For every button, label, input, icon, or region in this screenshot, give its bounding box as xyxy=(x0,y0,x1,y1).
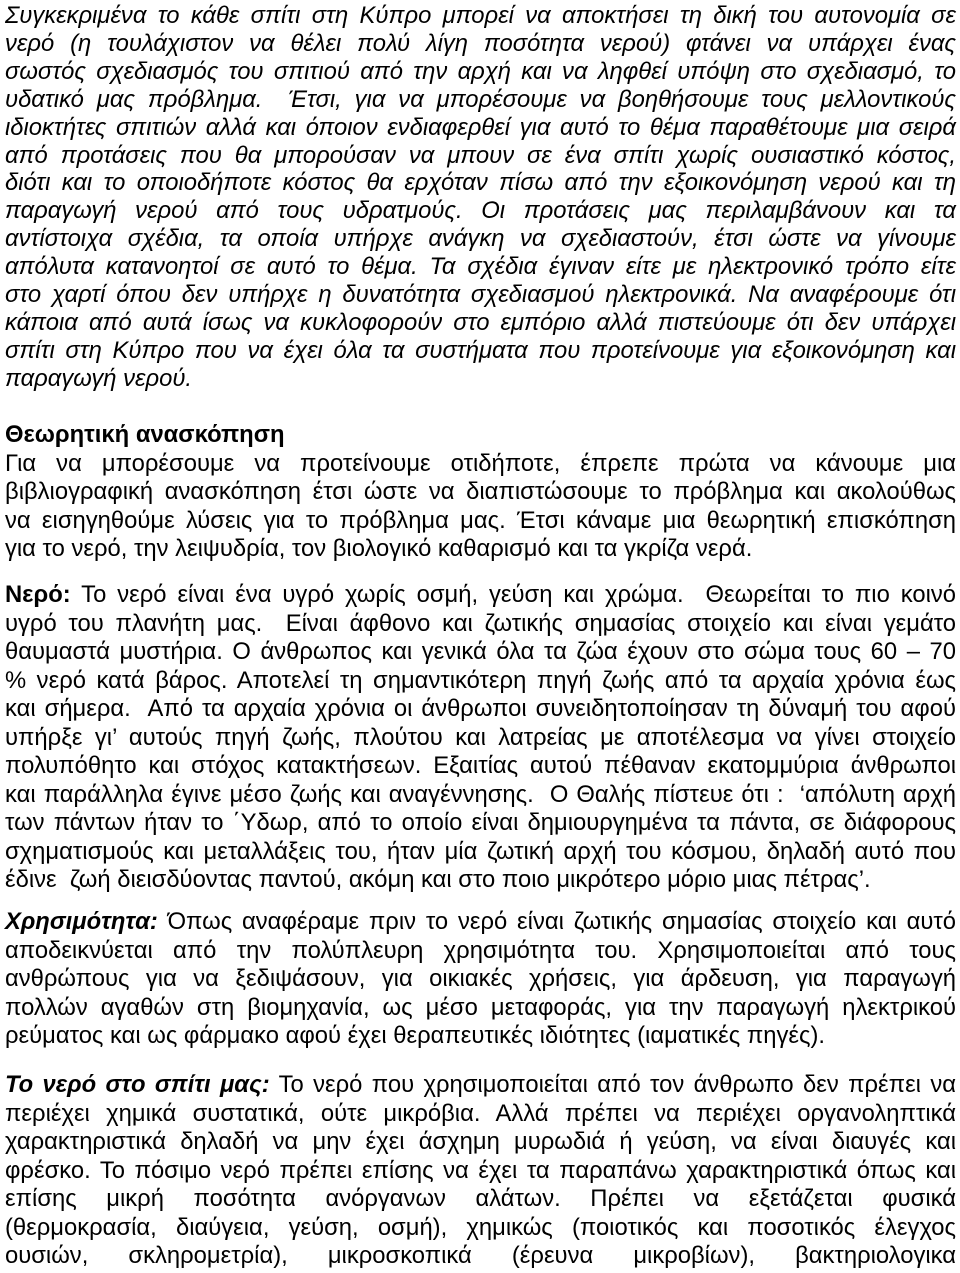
paragraph-line: θαυμαστά μυστήρια. Ο άνθρωπος και γενικά όλα τα ζώα έχουν στο σώμα τους 60 – 70 xyxy=(5,638,956,665)
paragraph-line: παραγωγή νερού. xyxy=(5,364,193,392)
paragraph-line: Συγκεκριμένα το κάθε σπίτι στη Κύπρο μπορεί να αποκτήσει τη δική του αυτονομία σε xyxy=(5,2,956,29)
paragraph-line: υγρό του πλανήτη μας. Είναι άφθονο και ζωτικής σημασίας στοιχείο και είναι γεμάτο xyxy=(5,609,956,637)
paragraph-line xyxy=(5,1071,956,1100)
paragraph-line: διότι και το οποιοδήποτε κόστος θα ερχόταν πίσω από την εξοικονόμηση νερού και τη xyxy=(5,169,956,197)
paragraph-line: χαρακτηριστικά δηλαδή να μην έχει άσχημη μυρωδιά ή γεύση, να είναι διαυγές και xyxy=(5,1128,956,1155)
paragraph-line xyxy=(5,908,956,937)
paragraph-line: απόλυτα κατανοητοί σε αυτό το θέμα. Τα σχέδια έγιναν είτε με ηλεκτρονικό τρόπο είτε xyxy=(5,253,956,281)
paragraph-line: έδινε ζωή διεισδύοντας παντού, ακόμη και στο ποιο μικρότερο μόριο μιας πέτρας’. xyxy=(5,866,871,893)
section-heading: Θεωρητική ανασκόπηση xyxy=(5,421,285,448)
paragraph-line-text: Το νερό που χρησιμοποιείται από τον άνθρωπο δεν πρέπει να xyxy=(278,1071,956,1098)
paragraph-label: Νερό: xyxy=(5,581,71,608)
paragraph-line: και παράλληλα έγινε μέσο ζωής και αναγέννησης. Ο Θαλής πίστευε ότι : ‘απόλυτη αρχή xyxy=(5,780,956,808)
paragraph-line: ρεύματος και ως φάρμακο αφού έχει θεραπευτικές ιδιότητες (ιαματικές πηγές). xyxy=(5,1022,826,1049)
paragraph-line: % νερό κατά βάρος. Αποτελεί τη σημαντικότερη πηγή ζωής από τα αρχαία χρόνια έως xyxy=(5,666,956,694)
paragraph-line-text: Το νερό είναι ένα υγρό χωρίς οσμή, γεύση και χρώμα. Θεωρείται το πιο κοινό xyxy=(81,581,956,608)
paragraph-line: υδατικό μας πρόβλημα. Έτσι, για να μπορέσουμε να βοηθήσουμε τους μελλοντικούς xyxy=(5,85,956,113)
paragraph-line: αντίστοιχα σχέδια, τα οποία υπήρχε ανάγκη να σχεδιαστούν, έτσι ώστε να γίνουμε xyxy=(5,225,956,253)
section-theory xyxy=(5,421,956,564)
paragraph-line xyxy=(5,581,956,610)
paragraph-line: και σήμερα. Από τα αρχαία χρόνια οι άνθρωποι συνειδητοποίησαν τη δύναμή του αφού xyxy=(5,695,956,722)
paragraph-line: παραγωγή νερού από τους υδρατμούς. Οι προτάσεις μας περιλαμβάνουν και τα xyxy=(5,197,956,225)
paragraph-line: σωστός σχεδιασμός του σπιτιού από την αρχή και να ληφθεί υπόψη στο σχεδιασμό, το xyxy=(5,57,956,85)
paragraph-line: κάποια από αυτά ίσως να κυκλοφορούν στο εμπόριο αλλά πιστεύουμε ότι δεν υπάρχει xyxy=(5,308,956,336)
paragraph-line: (θερμοκρασία, διαύγεια, γεύση, οσμή), χημικώς (ποιοτικός και ποσοτικός έλεγχος xyxy=(5,1213,956,1241)
paragraph-line: ανθρώπους για να ξεδιψάσουν, για οικιακές χρήσεις, για άρδευση, για παραγωγή xyxy=(5,965,956,992)
paragraph-line: για το νερό, την λειψυδρία, τον βιολογικό καθαρισμό και τα γκρίζα νερά. xyxy=(5,535,753,562)
paragraph-line: να εισηγηθούμε λύσεις για το πρόβλημα μας. Έτσι κάναμε μια θεωρητική επισκόπηση xyxy=(5,506,956,534)
paragraph-line: ουσιών, σκληρομετρία), μικροσκοπικά (έρευνα μικροβίων), βακτηριολογικα xyxy=(5,1242,956,1269)
paragraph-line: των πάντων ήταν το ΄Υδωρ, από το οποίο είναι δημιουργημένα τα πάντα, σε διάφορους xyxy=(5,809,956,836)
paragraph-line-text: Όπως αναφέραμε πριν το νερό είναι ζωτικής σημασίας στοιχείο και αυτό xyxy=(167,908,956,935)
paragraph-line: περιέχει χημικά συστατικά, ούτε μικρόβια. Αλλά πρέπει να περιέχει οργανοληπτικά xyxy=(5,1099,956,1127)
paragraph-line: νερό (η τουλάχιστον να θέλει πολύ λίγη ποσότητα νερού) φτάνει να υπάρχει ένας xyxy=(5,29,956,57)
paragraph-water xyxy=(5,581,956,895)
paragraph-line: Για να μπορέσουμε να προτείνουμε οτιδήποτε, έπρεπε πρώτα να κάνουμε μια xyxy=(5,449,956,477)
paragraph-line: υπήρξε γι’ αυτούς πηγή ζωής, πλούτου και λατρείας με αποτέλεσμα να γίνει στοιχείο xyxy=(5,723,956,751)
paragraph-line: αποδεικνύεται από την πολύπλευρη χρησιμότητα του. Χρησιμοποιείται από τους xyxy=(5,936,956,964)
paragraph-usefulness xyxy=(5,908,956,1051)
paragraph-line: φρέσκο. Το πόσιμο νερό πρέπει επίσης να έχει τα παραπάνω χαρακτηριστικά όπως και xyxy=(5,1156,956,1184)
paragraph-water-at-home xyxy=(5,1071,956,1271)
paragraph-line: πολλών αγαθών στη βιομηχανία, ως μέσο μεταφοράς, για την παραγωγή ηλεκτρικού xyxy=(5,993,956,1021)
paragraph-label: Χρησιμότητα: xyxy=(5,908,158,935)
paragraph-line: σπίτι στη Κύπρο που να έχει όλα τα συστήματα που προτείνουμε για εξοικονόμηση και xyxy=(5,336,956,364)
paragraph-line: βιβλιογραφική ανασκόπηση έτσι ώστε να διαπιστώσουμε το πρόβλημα και ακολούθως xyxy=(5,478,956,505)
paragraph-label: Το νερό στο σπίτι μας: xyxy=(5,1071,270,1098)
paragraph-line: επίσης μικρή ποσότητα ανόργανων αλάτων. Πρέπει να εξετάζεται φυσικά xyxy=(5,1185,956,1212)
paragraph-line: από προτάσεις που θα μπορούσαν να μπουν σε ένα σπίτι χωρίς ουσιαστικό κόστος, xyxy=(5,141,956,169)
paragraph-line: στο χαρτί όπου δεν υπήρχε η δυνατότητα σχεδιασμού ηλεκτρονικά. Να αναφέρουμε ότι xyxy=(5,281,956,309)
paragraph-line: σχηματισμούς και μεταλλάξεις του, ήταν μία ζωτική αρχή του κόσμου, δηλαδή αυτό που xyxy=(5,837,956,865)
paragraph-intro xyxy=(5,2,956,393)
paragraph-line: ιδιοκτήτες σπιτιών αλλά και όποιον ενδιαφερθεί για αυτό το θέμα παραθέτουμε μια σειρά xyxy=(5,113,956,141)
paragraph-line: πολυπόθητο και στόχος κατακτήσεων. Εξαιτίας αυτού πέθαναν εκατομμύρια άνθρωποι xyxy=(5,752,956,779)
